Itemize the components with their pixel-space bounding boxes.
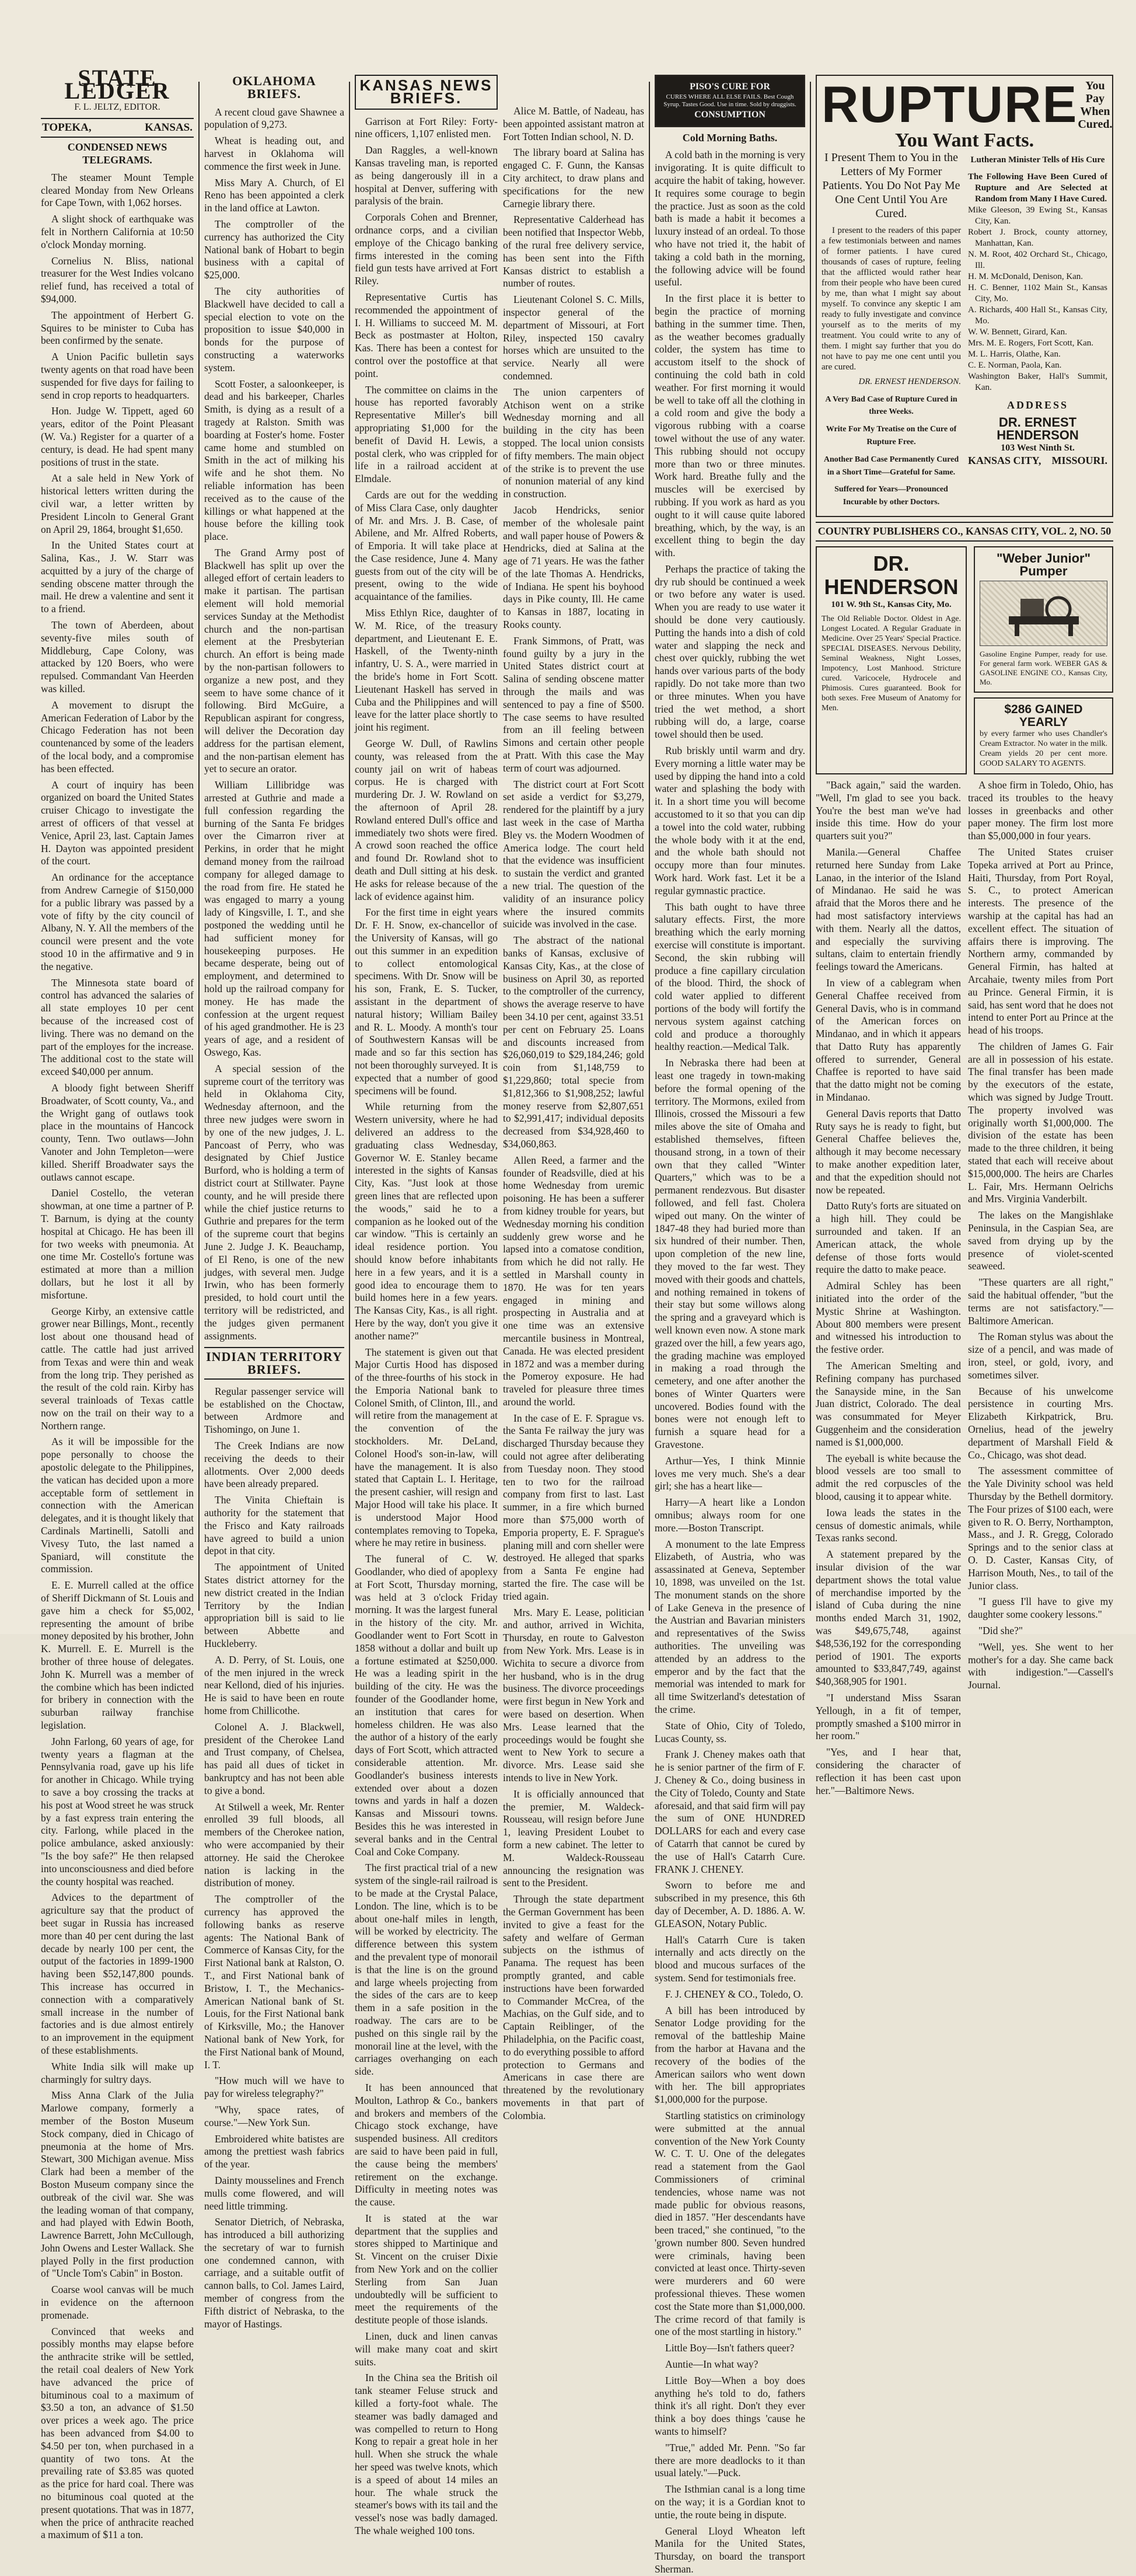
cream-ad-text: by every farmer who uses Chandler's Cream Extractor. No water in the milk. Cream yields 20 per cent more. GOOD SALARY TO AGENTS. (980, 729, 1107, 768)
cold-morning-baths-heading: Cold Morning Baths. (682, 131, 778, 144)
news-paragraph: The town of Aberdeen, about seventy-five miles south of Middleburg, Cape Colony, was attacked by 120 Boers, who were repulsed. Commandant Van Heerden was killed. (41, 619, 194, 695)
news-paragraph: "I guess I'll have to give my daughter some cookery lessons." (968, 1596, 1113, 1621)
pisos-ad-body: CURES WHERE ALL ELSE FAILS. Best Cough Syrup. Tastes Good. Use in time. Sold by druggists. (663, 93, 796, 108)
news-paragraph: Little Boy—When a boy does anything he's told to do, fathers think it's all right. Don't they ever think a boy does things 'cause he wants to himself? (655, 2374, 805, 2438)
rupture-ad-address-label: ADDRESS (1006, 399, 1069, 411)
column-1-text (41, 172, 194, 2542)
column-2 (204, 70, 344, 2330)
dateline (41, 118, 194, 138)
lower-left-stories (816, 779, 961, 1800)
list-item: H. C. Benner, 1102 Main St., Kansas City, Mo. (968, 282, 1107, 303)
lower-stories (816, 779, 1113, 1800)
news-paragraph: The American Smelting and Refining company has purchased the Sanayside mine, in the San Juan district, Colorado. The deal was consummated for Meyer Guggenheim and the consideration named is $1,000,000. (816, 1360, 961, 1448)
indian-territory-briefs-heading: INDIAN TERRITORY BRIEFS. (204, 1347, 344, 1380)
list-item: C. E. Norman, Paola, Kan. (968, 360, 1062, 370)
column-1 (41, 65, 194, 2541)
news-paragraph: Little Boy—Isn't fathers queer? (665, 2342, 795, 2354)
news-paragraph: The comptroller of the currency has approved the following banks as reserve agents: The National Bank of Commerce of Kansas City, for the First National bank at Ralston, O. T., and First National bank of Bristow, I. T., the Mechanics-American National bank of St. Louis, for the First National bank of Kirksville, Mo.; the Hanover National bank of New York, for the First National bank of Mound, I. T. (204, 1893, 344, 2071)
news-paragraph: Frank J. Cheney makes oath that he is senior partner of the firm of F. J. Cheney & Co., doing business in the City of Toledo, County and State aforesaid, and that said firm will pay the sum of ONE HUNDRED DOLLARS for each and every case of Catarrh that cannot be cured by the use of Hall's Catarrh Cure. FRANK J. CHENEY. (655, 1748, 805, 1875)
news-paragraph: "Back again," said the warden. "Well, I'm glad to see you back. You're the best man we've had inside this time. How do your quarters suit you?" (816, 779, 961, 842)
news-paragraph: It is officially announced that the premier, M. Waldeck-Rousseau, will resign before June 1, leaving President Loubet to form a new cabinet. The letter to M. Waldeck-Rousseau announcing the resignation was sent to the President. (503, 1788, 644, 1889)
news-paragraph: Rub briskly until warm and dry. Every morning a little water may be used by dipping the hand into a cold water and splashing the body with it. In a short time you will become accustomed to it so that you can dip a towel into the cold water, rubbing the whole body with it at the end, and the whole bath should not occupy more than four minutes. Work hard. Work fast. Let it be a regular gymnastic practice. (655, 745, 805, 896)
dr-henderson-address: 101 W. 9th St., Kansas City, Mo. (831, 599, 952, 609)
rupture-ad-body (822, 151, 1107, 514)
news-paragraph: George Kirby, an extensive cattle grower near Billings, Mont., recently lost about one thousand head of cattle. The cattle had just arrived from Texas and were thin and weak from the long trip. They perished as the result of the cold rain. Kirby has several trainloads of Texas cattle now on the trail on their way to a Northern range. (41, 1305, 194, 1432)
news-paragraph: "True," added Mr. Penn. "So far there are more deadlocks to it than usual lately."—Puck. (655, 2441, 805, 2479)
column-divider (198, 82, 200, 1611)
news-paragraph: A bill has been introduced by Senator Lodge providing for the removal of the battleship Maine from the harbor at Havana and the recovery of the bodies of the American sailors who went down with her. The bill appropriates $1,000,000 for the purpose. (655, 2004, 805, 2106)
list-item: Mike Gleeson, 39 Ewing St., Kansas City, Kan. (968, 205, 1107, 226)
news-paragraph: A monument to the late Empress Elizabeth, of Austria, who was assassinated at Geneva, September 10, 1898, was unveiled on the 1st. The monument stands on the shore of Lake Geneva in the presence of the Austrian and Bavarian ministers and representatives of the Swiss authorities. The unveiling was attended by an address to the emperor and by the fact that the memorial was intended to mark for all time Switzerland's detestation of the crime. (655, 1538, 805, 1716)
news-paragraph: Wheat is heading out, and harvest in Oklahoma will commence the first week in June. (204, 135, 344, 172)
news-paragraph: A cold bath in the morning is very invigorating. It is quite difficult to acquire the habit of taking, however. It requires some courage to begin the practice. Just as soon as the cold bath is made a habit it becomes a luxury instead of an ordeal. To those who have not tried it, the habit of taking a cold bath in the morning, the following advice will be found useful. (655, 149, 805, 288)
list-item: W. W. Bennett, Girard, Kan. (968, 327, 1067, 337)
news-paragraph: The appointment of United States district attorney for the new district created in the Indian Territory by the Indian appropriation bill is said to lie between Abbette and Huckleberry. (204, 1561, 344, 1650)
news-paragraph: The Roman stylus was about the size of a pencil, and was made of iron, steel, or gold, ivory, and sometimes silver. (968, 1331, 1113, 1381)
news-paragraph: The steamer Mount Temple cleared Monday from New Orleans for Cape Town, with 1,062 horses. (41, 171, 194, 209)
news-paragraph: Convinced that weeks and possibly months may elapse before the anthracite strike will be settled, the retail coal dealers of New York have advanced the price of bituminous coal to a maximum of $3.50 a ton, an advance of $1.50 over prices a week ago. The price has been advanced from $4.00 to $4.50 per ton, when purchased in a quantity of two tons. At the prevailing rate of $3.85 was quoted as the price for hard coal. There was no bituminous coal quoted at the present quotations. That was in 1877, when the price of anthracite reached a maximum of $11 a ton. (41, 2325, 194, 2541)
news-paragraph: In the China sea the British oil tank steamer Feluse struck and killed a forty-foot whale. The steamer was badly damaged and was compelled to return to Hong Kong to repair a great hole in her hull. When she struck the whale her speed was twelve knots, which is a speed of about 14 miles an hour. The whale struck the steamer's bows with its tail and the vessel's nose was badly damaged. The whale weighed 100 tons. (355, 2372, 498, 2537)
news-paragraph: For the first time in eight years Dr. F. H. Snow, ex-chancellor of the University of Kansas, will go out this summer in an expedition to collect entomological specimens. With Dr. Snow will be his son, Frank, E. S. Tucker, assistant in the department of natural history; William Bailey and R. L. Moody. A month's tour of Southwestern Kansas will be made and so far this section has not been thoroughly surveyed. It is expected that a number of good specimens will be found. (355, 906, 498, 1097)
news-paragraph: In view of a cablegram when General Chaffee received from General Davis, who is in command of the American forces on Mindanao, and in which it appears that Datto Ruty has apparently offered to surrender, General Chaffee is reported to have said that the datto might not be coming in Mindanao. (816, 976, 961, 1104)
news-paragraph: While returning from the Western university, where he had delivered an address to the graduating class Wednesday, Governor W. E. Stanley became interested in the sights of Kansas City, Kas. "Just look at those green lines that are reflected upon the woods," said he to a companion as he looked out of the car window. "This is certainly an ideal residence portion. You should know before inhabitants here in a few years, and it is a good idea to encourage them to build homes here in a few years. The Kansas City, Kas., is all right. Here by the way, don't you give it another name?" (355, 1101, 498, 1342)
news-paragraph: A recent cloud gave Shawnee a population of 9,273. (204, 106, 344, 131)
rupture-ad-street: 103 West Ninth St. (1001, 442, 1075, 453)
column-divider (349, 82, 350, 1611)
dr-henderson-ad (816, 546, 967, 774)
news-paragraph: The abstract of the national banks of Kansas, exclusive of Kansas City, Kas., at the close of business on April 30, as reported to the comptroller of the currency, shows the average reserve to have been 34.10 per cent, against 33.51 per cent on February 25. Loans and discounts increased from $26,060,019 to $29,184,246; gold coin from $1,148,759 to $1,229,860; total specie from $1,812,366 to $1,908,252; lawful money reserve from $2,807,651 to $2,991,417; individual deposits decreased from $34,928,460 to $34,060,863. (503, 934, 644, 1150)
column-4 (503, 105, 644, 2121)
news-paragraph: Regular passenger service will be established on the Choctaw, between Ardmore and Tishomingo, on June 1. (204, 1385, 344, 1436)
news-paragraph: The Creek Indians are now receiving the deeds to their allotments. Over 2,000 deeds have been already prepared. (204, 1440, 344, 1490)
news-paragraph: A Union Pacific bulletin says twenty agents on that road have been suspended for five days for failing to send in crop reports to headquarters. (41, 351, 194, 401)
pumper-ad (974, 546, 1113, 693)
list-item: Mrs. M. E. Rogers, Fort Scott, Kan. (968, 338, 1093, 348)
news-paragraph: Admiral Schley has been initiated into the order of the Mystic Shrine at Washington. About 800 members were present and witnessed his introduction to the festive order. (816, 1280, 961, 1356)
column-divider (649, 82, 650, 1611)
rupture-ad-city-line (968, 455, 1107, 467)
list-item: H. M. McDonald, Denison, Kan. (968, 271, 1083, 281)
dateline-city: TOPEKA, (42, 121, 92, 134)
news-paragraph: "Yes, and I hear that, considering the character of reflection it has been cast upon her."—Baltimore News. (816, 1746, 961, 1796)
news-paragraph: Frank Simmons, of Pratt, was found guilty by a jury in the United States district court at Salina of sending obscene matter through the mails and was sentenced to pay a fine of $500. The case seems to have resulted from an ill feeling between Simons and certain other people at Pratt. With this case the May term of court was adjourned. (503, 634, 644, 774)
news-paragraph: Through the state department the German Government has been invited to give a feast for the safety and welfare of German subjects on the isthmus of Panama. The request has been promptly granted, and cable instructions have been forwarded to Commander McCrea, of the Machias, on the Gulf side, and to Captain Reiblinger, of the Philadelphia, on the Pacific coast, to do everything possible to afford protection to Germans and Americans in case there are threatened by the revolutionary movements in that part of Colombia. (503, 1893, 644, 2121)
news-paragraph: The Minnesota state board of control has advanced the salaries of all state employes 10 per cent because of the increased cost of living. There was no demand on the part of the employes for the increase. The additional cost to the state will exceed $40,000 per annum. (41, 976, 194, 1078)
news-paragraph: "Well, yes. She went to her mother's for a day. She came back with indigestion."—Cassell's Journal. (968, 1640, 1113, 1691)
news-paragraph: The committee on claims in the house has reported favorably Representative Miller's bill appropriating $1,000 for the benefit of David H. Lewis, a postal clerk, who was crippled for life in a railroad accident at Elmdale. (355, 383, 498, 485)
news-paragraph: Lieutenant Colonel S. C. Mills, inspector general of the department of Missouri, at Fort Riley, inspected 150 cavalry horses which are unsuited to the service. Nearly all were condemned. (503, 294, 644, 382)
pumper-ad-text: Gasoline Engine Pumper, ready for use. For general farm work. WEBER GAS & GASOLINE ENGINE CO., Kansas City, Mo. (980, 650, 1107, 687)
news-paragraph: The comptroller of the currency has authorized the City National bank of Hobart to begin business with a capital of $25,000. (204, 218, 344, 281)
news-paragraph: The district court at Fort Scott set aside a verdict for $3,279, rendered for the plaintiff by a jury last week in the case of Martha Bley vs. the Modern Woodmen of America lodge. The court held that the evidence was insufficient to sustain the verdict and granted a new trial. The question of the validity of an insurance policy where the insured commits suicide was involved in the case. (503, 778, 644, 930)
news-paragraph: George W. Dull, of Rawlins county, was released from the county jail on writ of habeas corpus. He is charged with murdering Dr. J. W. Rowland on the afternoon of April 28. Rowland entered Dull's office and immediately two shots were fired. A crowd soon reached the office and found Dr. Rowland shot to death and Dull sitting at his desk. He asks for release because of the lack of evidence against him. (355, 738, 498, 902)
news-paragraph: The Isthmian canal is a long time on the way; it is a Gordian knot to untie, the route being in dispute. (655, 2483, 805, 2521)
rupture-ad-cured-list (968, 172, 1107, 393)
news-paragraph: State of Ohio, City of Toledo, Lucas County, ss. (655, 1719, 805, 1744)
news-paragraph: Allen Reed, a farmer and the founder of Readsville, died at his home Wednesday from uremic poisoning. He has been a sufferer from kidney trouble for years, but Wednesday morning his condition suddenly grew worse and he lapsed into a comatose condition, from which he did not rally. He settled in Marshall county in 1870. He was for ten years engaged in mining and prospecting in Australia and at one time was an extensive mercantile business in Montreal, Canada. He was elected president in 1872 and was a member during the Pomeroy exposure. He had traveled for pleasure three times around the world. (503, 1154, 644, 1408)
news-paragraph: The Grand Army post of Blackwell has split up over the alleged effort of certain leaders to make it partisan. The partisan element will hold memorial services Sunday at the Methodist church and the non-partisan element at the Presbyterian church. An effort is being made by the non-partisan followers to organize a new post, and they seem to have some chance of it following. Bird McGuire, a Republican aspirant for congress, will deliver the Decoration day address for the partisan element, and the non-partisan element has yet to secure an orator. (204, 546, 344, 775)
list-item: A. Richards, 400 Hall St., Kansas City, Mo. (968, 305, 1107, 326)
pumper-engine-illustration (980, 581, 1107, 646)
rupture-ad-signature: DR. ERNEST HENDERSON. (858, 376, 961, 386)
masthead (41, 65, 194, 138)
news-paragraph: A bloody fight between Sheriff Broadwater, of Scott county, Va., and the Wright gang of outlaws took place in the mountains of Hancock county, Tenn. Two outlaws—John Vanoter and John Templeton—were killed. Sheriff Broadwater says the outlaws cannot escape. (41, 1081, 194, 1183)
news-paragraph: The library board at Salina has engaged C. F. Gunn, the Kansas City architect, to draw plans and specifications for the new Carnegie library there. (503, 146, 644, 210)
news-paragraph: Iowa leads the states in the census of domestic animals, while Texas ranks second. (816, 1506, 961, 1544)
news-paragraph: John Farlong, 60 years of age, for twenty years a flagman at the Pennsylvania road, gave up his life for another in Chicago. While trying to save a boy crossing the tracks at his post at Wood street he was struck by a fast express train entering the city. Farlong, while placed in the police ambulance, asked anxiously: "Is the boy safe?" He then relapsed into unconsciousness and died before the county hospital was reached. (41, 1735, 194, 1887)
news-paragraph: In the case of E. F. Sprague vs. the Santa Fe railway the jury was discharged Thursday because they could not agree after deliberating from Tuesday noon. They stood ten to two for the railroad company from first to last. Last summer, in a fire which burned more than $75,000 worth of Emporia property, E. F. Sprague's planing mill and corn sheller were destroyed. He alleged that sparks from a Santa Fe engine had started the fire. The case will be tried again. (503, 1412, 644, 1602)
news-paragraph: Senator Dietrich, of Nebraska, has introduced a bill authorizing the secretary of war to furnish one condemned cannon, with carriage, and a suitable outfit of cannon balls, to Col. James Laird, member of congress from the Fifth district of Nebraska, to the mayor of Hastings. (204, 2216, 344, 2330)
column-3 (355, 70, 498, 2537)
news-paragraph: Linen, duck and linen canvas will make many coat and skirt suits. (355, 2330, 498, 2368)
news-paragraph: In the United States court at Salina, Kas., J. W. Starr was acquitted by a jury of the charge of sending obscene matter through the mail. He drew a valentine and sent it to a friend. (41, 539, 194, 615)
news-paragraph: Representative Calderhead has been notified that Inspector Webb, of the rural free delivery service, has been sent into the Fifth Kansas district to establish a number of routes. (503, 214, 644, 289)
news-paragraph: The statement is given out that Major Curtis Hood has disposed of the three-fourths of his stock in the Emporia National bank to Colonel Smith, of Clinton, Ill., and will retire from the management at the convention of the stockholders. Mr. DeLand, Colonel Hood's son-in-law, will have the management. It is also stated that Captain L. I. Heritage, the present cashier, will resign and Major Hood will take his place. It is understood Major Hood contemplates removing to Topeka, where he may retire in business. (355, 1346, 498, 1549)
list-item: M. L. Harris, Olathe, Kan. (968, 349, 1061, 359)
news-paragraph: Coarse wool canvas will be much in evidence on the afternoon promenade. (41, 2284, 194, 2321)
news-paragraph: Startling statistics on criminology were submitted at the annual convention of the New York County W. C. T. U. One of the delegates read a statement from the Gaol Commissioners of criminal tendencies, whose name was not made public for obvious reasons, died in 1857. "Her descendants have been traced," she continued, "to the 'grown number 800. Seven hundred were criminals, having been convicted at least once. Thirty-seven were murderers and 60 were professional thieves. These women cost the State more than $1,000,000. The crime record of that family is one of the most startling in history." (655, 2109, 805, 2338)
news-paragraph: "Did she?" (978, 1624, 1023, 1636)
pumper-ad-title: "Weber Junior" Pumper (996, 550, 1091, 578)
column-divider (810, 82, 811, 1611)
news-paragraph: Sworn to before me and subscribed in my presence, this 6th day of December, A. D. 1886. A. W. GLEASON, Notary Public. (655, 1879, 805, 1929)
news-paragraph: "These quarters are all right," said the habitual offender, "but the terms are not satisfactory."—Baltimore American. (968, 1276, 1113, 1327)
news-paragraph: A movement to disrupt the American Federation of Labor by the Chicago Federation has not been countenanced by some of the leaders of the local body, and a compromise has been effected. (41, 699, 194, 774)
dr-henderson-title: DR. HENDERSON (824, 551, 959, 599)
news-paragraph: F. J. CHENEY & CO., Toledo, O. (665, 1988, 803, 2000)
news-paragraph: Scott Foster, a saloonkeeper, is dead and his barkeeper, Charles Smith, is dying as a result of a tragedy at Ralston. Smith was boarding at Foster's home. Foster came home and stumbled on Smith in the act of milking his wife and he shot them. No reliable information has been received as to the cause of the killings or what happened at the house before the killing took place. (204, 378, 344, 543)
list-item: N. M. Root, 402 Orchard St., Chicago, Ill. (968, 249, 1107, 270)
news-paragraph: William Lillibridge was arrested at Guthrie and made a full confession regarding the burning of the Santa Fe bridges over the Cimarron river at Perkins, in order that he might demand money from the railroad company for alleged damage to the road from fire. He stated he was engaged to marry a young lady of Kingsville, I. T., and she postponed the wedding until he had sufficient money for housekeeping purposes. He became desperate, being out of employment, and determined to hold up the railroad company for money. He has made the confession at the urgent request of his aged grandmother. He is 23 years of age, and a resident of Oswego, Kas. (204, 779, 344, 1058)
news-paragraph: In Nebraska there had been at least one tragedy in town-making before the formal opening of the territory. The Mormons, exiled from Illinois, crossed the Missouri a few miles above the site of Omaha and established themselves, fifteen thousand strong, in a town of their own that they called "Winter Quarters," which was to be a permanent rendezvous. But disaster followed, and fell fast. Cholera wiped out many. On the winter of 1847-48 they had buried more than six hundred of their number. Then, upon completion of the new line, they moved to the far west. They moved with their goods and chattels, and nothing remained in tokens of their stay but some willows along the spring and a graveyard which is well known even now. A stone mark grazed over the hill, a few years ago, the grading machine was employed in making a road through the cemetery, and one after another the bones of Winter Quarters were uncovered. Bodies found with the bones were not enough left to furnish a square head for a Gravestone. (655, 1057, 806, 1451)
news-paragraph: Arthur—Yes, I think Minnie loves me very much. She's a dear girl; she has a heart like— (655, 1454, 805, 1492)
news-paragraph: Corporals Cohen and Brenner, ordnance corps, and a civilian employe of the Chicago banking firms interested in the coming field gun tests have arrived at Fort Riley. (355, 211, 498, 287)
news-paragraph: The city authorities of Blackwell have decided to call a special election to vote on the proposition to issue $40,000 in bonds for the purpose of constructing a waterworks system. (204, 285, 344, 374)
dateline-state: KANSAS. (145, 121, 193, 134)
news-paragraph: "Why, space rates, of course."—New York Sun. (204, 2103, 344, 2128)
news-paragraph: The first practical trial of a new system of the single-rail railroad is to be made at the Crystal Palace, London. The line, which is to be about one-half miles in length, will be worked by electricity. The difference between this system and the prevalent type of monorail is that the line is on the ground and large wheels projecting from the sides of the cars are to keep them in a safe position in the roadway. The cars are to be pushed on this single rail by the monorail line at the level, with the carriages overhanging on each side. (355, 1862, 498, 2078)
news-paragraph: Miss Anna Clark of the Julia Marlowe company, formerly a member of the Boston Museum Stock company, died in Chicago of pneumonia at the home of Mrs. Stewart, 300 Michigan avenue. Miss Clark had been a member of the Boston Museum company since the outbreak of the civil war. She was the leading woman of that company, and had played with Edwin Booth, Lawrence Barrett, John McCullough, John Owens and Lester Wallack. She played Polly in the first production of "Uncle Tom's Cabin" in Boston. (41, 2089, 194, 2280)
news-paragraph: At a sale held in New York of historical letters written during the civil war, a letter written by President Lincoln to General Grant on April 29, 1864, brought $1,650. (41, 472, 194, 535)
news-paragraph: Dan Raggles, a well-known Kansas traveling man, is reported as being dangerously ill in a hospital at Denver, suffering with paralysis of the brain. (355, 144, 498, 207)
news-paragraph: A shoe firm in Toledo, Ohio, has traced its troubles to the heavy losses in greenbacks and other paper money. The firm lost more than $5,000,000 in four years. (968, 779, 1113, 842)
news-paragraph: Dainty mousselines and French mulls come flowered, and will need little trimming. (204, 2174, 344, 2212)
news-paragraph: It has been announced that Moulton, Lathrop & Co., bankers and brokers and members of the Chicago stock exchange, have suspended business. All creditors are said to have been paid in full, the cause being the members' retirement on the exchange. Difficulty in meeting notes was the cause. (355, 2081, 498, 2208)
news-paragraph: Manila.—General Chaffee returned here Sunday from Lake Lanao, in the interior of the Island of Mindanao. He said he was afraid that the Moros there and he had most satisfactory interviews with them. Nearly all the dattos, and especially the surviving sultans, claim to entertain friendly feelings toward the Americans. (816, 846, 961, 973)
news-paragraph: The United States cruiser Topeka arrived at Port au Prince, Haiti, Thursday, from Port Royal, S. C., to protect American interests. The presence of the warship at the capital has had an excellent effect. The situation of affairs there is improving. The Northern army, commanded by General Firmin, has halted at Arcahaie, twenty miles from Port au Prince. General Firmin, it is said, has sent word that he does not intend to enter Port au Prince at the head of his troops. (968, 846, 1113, 1036)
right-ads (974, 546, 1113, 774)
news-paragraph: Jacob Hendricks, senior member of the wholesale paint and wall paper house of Powers & Hendricks, died at Salina at the age of 71 years. He was the father of the late Thomas A. Hendricks, of Indiana. He spent his boyhood days in Pike county, Ill. He came to Kansas in 1887, locating in Rooks county. (503, 504, 644, 631)
lower-ads (816, 546, 1113, 774)
news-paragraph: Hon. Judge W. Tippett, aged 60 years, editor of the Point Pleasant (W. Va.) Register for a quarter of a century, is dead. He had spent many positions of trust in the state. (41, 405, 194, 468)
rupture-ad-doctor-name: DR. ERNEST HENDERSON (997, 415, 1079, 443)
rupture-ad-text: I present to the readers of this paper a few testimonials between and names of former patients. I have cured thousands of cases of rupture, feeling that the afflicted would rather hear from their people who have been cured by me, than what I might say about myself. To convince any skeptic I am ready to fully investigate and convince yourself as to the merits of my treatment. You could write to any of them. I might say further that you do not have to pay me one cent until you are cured. (822, 225, 961, 372)
rupture-ad-left (822, 151, 961, 514)
news-paragraph: Mrs. Mary E. Lease, politician and author, arrived in Wichita, Thursday, en route to Galveston from New York. Mrs. Lease is in Wichita to secure a divorce from her husband, who is in the drug business. The divorce proceedings were first begun in New York and were based on desertion. When Mrs. Lease learned that the proceedings would be fought she went to New York to secure a divorce. Mrs. Lease said she intends to live in New York. (503, 1606, 644, 1783)
news-paragraph: A statement prepared by the insular division of the war department shows the total value of merchandise imported by the island of Cuba during the nine months ended March 31, 1902, was $49,675,748, against $48,536,192 for the corresponding period of 1901. The exports amounted to $33,847,749, against $40,368,905 for 1901. (816, 1548, 961, 1688)
oklahoma-briefs-heading: OKLAHOMA BRIEFS. (232, 74, 316, 101)
pisos-ad-title: PISO'S CURE FOR (690, 82, 770, 92)
rupture-ad-right (968, 151, 1107, 514)
news-paragraph: Cards are out for the wedding of Miss Clara Case, only daughter of Mr. and Mrs. J. B. Case, of Abilene, and Mr. Alfred Roberts, of Emporia. It will take place at the Case residence, June 4. Many guests from out of the city will be present, owing to the wide acquaintance of the families. (355, 488, 498, 603)
news-paragraph: Harry—A heart like a London omnibus; always room for one more.—Boston Transcript. (655, 1496, 805, 1534)
news-paragraph: A slight shock of earthquake was felt in Northern California at 10:50 o'clock Monday morning. (41, 213, 194, 250)
news-paragraph: An ordinance for the acceptance from Andrew Carnegie of $150,000 for a public library was passed by a vote of fifty by the city council of Albany, N. Y. All the members of the council were present and the vote stood 10 in the affirmative and 9 in the negative. (41, 871, 194, 972)
rupture-ad-minister-heading: Lutheran Minister Tells of His Cure (970, 155, 1105, 165)
rupture-ad-state: MISSOURI. (1051, 454, 1107, 466)
news-paragraph: General Lloyd Wheaton left Manila for the United States, Thursday, on board the transport Sherman. (655, 2525, 805, 2575)
news-paragraph: Representative Curtis has recommended the appointment of I. H. Williams to succeed M. M. Beck as postmaster at Holton, Kas. There has been a contest for control over the postoffice at that point. (355, 291, 498, 379)
rupture-ad-treatise-heading: Write For My Treatise on the Cure of Rupture Free. (826, 425, 957, 446)
news-paragraph: The union carpenters of Atchison went on a strike Wednesday morning and all building in the city has been stopped. The local union consists of fifty members. The main object of the strike is to prevent the use of nonunion material of any kind in construction. (503, 386, 644, 500)
rupture-ad-title: RUPTURE (822, 75, 1078, 133)
newspaper-title: STATE LEDGER (64, 65, 170, 104)
editor-line: F. L. JELTZ, EDITOR. (74, 102, 160, 112)
dr-henderson-text: The Old Reliable Doctor. Oldest in Age. Longest Located. A Regular Graduate in Medicine. Over 25 Years' Special Practice. SPECIAL DISEASES. Nervous Debility, Seminal Weakness, Night Losses, Impotency, Lost Manhood. Stricture cured. Varicocele, Hydrocele and Phimosis. Cures guaranteed. Book for both sexes. Free Museum of Anatomy for Men. (822, 614, 961, 713)
news-paragraph: The Vinita Chieftain is authority for the statement that the Frisco and Katy railroads have agreed to build a union depot in that city. (204, 1494, 344, 1557)
news-paragraph: Auntie—In what way? (665, 2358, 759, 2371)
rupture-ad (816, 75, 1113, 517)
cream-ad-title: $286 GAINED YEARLY (1004, 703, 1083, 729)
news-paragraph: As it will be impossible for the pope personally to choose the apostolic delegate to the Philippines, the vatican has decided upon a more acceptable form of settlement in connection with the American delegates, and it is thought likely that Cardinals Martinelli, Satolli and Vivesy Tuto, the last named a Spaniard, will constitute the commission. (41, 1436, 194, 1575)
pisos-ad-foot: CONSUMPTION (694, 109, 766, 120)
list-item: The Following Have Been Cured of Rupture and Are Selected at Random from Many I Have Cured. (968, 172, 1107, 204)
rupture-ad-subtitle: You Want Facts. (894, 130, 1034, 151)
news-paragraph: This bath ought to have three salutary effects. First, the more breathing which the early morning exercise will constitute is important. Second, the skin rubbing will produce a fine capillary circulation of the blood. Third, the shock of cold water applied to different portions of the body will fortify the nervous system against catching cold and produce a thoroughly healthy reaction.—Medical Talk. (655, 900, 805, 1053)
news-paragraph: The funeral of C. W. Goodlander, who died of apoplexy at Fort Scott, Thursday morning, was held at 3 o'clock Friday morning. It was the largest funeral in the history of the city. Mr. Goodlander went to Fort Scott in 1858 without a dollar and built up a fortune estimated at $250,000. He was a leading spirit in the building of the city. He was the founder of the Goodlander home, an institution that cares for homeless children. He was also the author of a history of the early days of Fort Scott, which attracted considerable attention. Mr. Goodlander's business interests extended over about a dozen towns and yards in half a dozen Kansas and Missouri towns. Besides this he was interested in several banks and in the Central Coal and Coke Company. (355, 1553, 498, 1858)
news-paragraph: White India silk will make up charmingly for sultry days. (41, 2060, 194, 2085)
rupture-ad-case-heading-3: Suffered for Years—Pronounced Incurable by other Doctors. (834, 485, 948, 507)
news-paragraph: At Stilwell a week, Mr. Renter enrolled 39 full bloods, all members of the Cherokee nation, who were accompanied by their attorney. He said the Cherokee nation is lacking in the distribution of money. (204, 1800, 344, 1889)
column-6 (816, 70, 1113, 1796)
news-paragraph: The appointment of Herbert G. Squires to be minister to Cuba has been confirmed by the senate. (41, 309, 194, 347)
news-paragraph: Colonel A. J. Blackwell, president of the Cherokee Land and Trust company, of Chelsea, has paid all dues of ticket in bankruptcy and has not been able to give a bond. (204, 1720, 344, 1796)
rupture-ad-case-heading: A Very Bad Case of Rupture Cured in three Weeks. (825, 395, 957, 417)
news-paragraph: Perhaps the practice of taking the dry rub should be continued a week or two before any water is used. When you are ready to use water it should be done very cautiously. Putting the hands into a dish of cold water and slapping the neck and chest over quickly, rubbing the wet hands over various parts of the body rapidly. Do not take more than two or three minutes. When you have tried the wet method, a short rubbing will do, a large, coarse towel should then be used. (655, 563, 805, 741)
news-paragraph: Hall's Catarrh Cure is taken internally and acts directly on the blood and mucous surfaces of the system. Send for testimonials free. (655, 1933, 805, 1984)
publisher-line: COUNTRY PUBLISHERS CO., KANSAS CITY, VOL. 2, NO. 50 (816, 522, 1113, 542)
lower-right-stories (968, 779, 1113, 1800)
rupture-ad-city: KANSAS CITY, (968, 454, 1041, 466)
news-paragraph: Advices to the department of agriculture say that the product of beet sugar in Russia has increased more than 40 per cent during the last decade by nearly 100 per cent, the output of the factories in 1899-1900 having been $52,147,800 pounds. This increase has occurred in connection with a comparatively small increase in the number of factories and is due almost entirely to an improvement in the equipment of these establishments. (41, 1891, 194, 2056)
news-paragraph: "How much will we have to pay for wireless telegraphy?" (204, 2075, 344, 2100)
news-paragraph: In the first place it is better to begin the practice of morning bathing in the summer time. Then, as the weather becomes gradually colder, the system has time to accustom itself to the shock of continuing the cold bath in cold weather. For first morning it would be well to take off all the clothing in a cold room and give the body a vigorous rubbing with a coarse towel without the use of any water. This rubbing should not occupy more than two or three minutes. Work hard. Breathe fully and the muscles will be exercised by rubbing. If you work as hard as you ought to it will cause quite labored breathing, which, by the way, is an excellent thing to begin the day with. (655, 292, 805, 559)
news-paragraph: A court of inquiry has been organized on board the United States cruiser Chicago to investigate the arrest of officers of that vessel at Venice, April 23, last. Captain James H. Dayton was appointed president of the court. (41, 779, 194, 867)
list-item: Washington Baker, Hall's Summit, Kan. (968, 371, 1107, 392)
column-5 (655, 70, 806, 2575)
engine-icon (1003, 587, 1085, 640)
news-paragraph: Embroidered white batistes are among the prettiest wash fabrics of the year. (204, 2132, 344, 2170)
news-paragraph: Miss Mary A. Church, of El Reno has been appointed a clerk in the land office at Lawton. (204, 176, 344, 214)
cream-extractor-ad (974, 697, 1113, 774)
news-paragraph: The assessment committee of the Yale Divinity school was held Thursday by the Bethell dormitory. The Four prizes of $100 each, were given to R. O. Berry, Northampton, Mass., and J. R. Gregg, Colorado Springs and to the senior class at O. D. Caster, Kansas City, of Harrison Mouth, Nes., to tail of the Junior class. (968, 1465, 1113, 1591)
list-item: Robert J. Brock, county attorney, Manhattan, Kan. (968, 227, 1107, 248)
pisos-cure-ad (655, 75, 805, 127)
news-paragraph: E. E. Murrell called at the office of Sheriff Dickmann of St. Louis and gave him a check for $5,002, representing the amount of bribe money deposited by his brother, John K. Murrell. E. E. Murrell is the brother of three house of delegates. John K. Murrell was a member of the combine which has been indicted for bribery in connection with the suburban railway franchise legislation. (41, 1579, 194, 1732)
kansas-news-briefs-heading: KANSAS NEWS BRIEFS. (355, 75, 498, 110)
news-paragraph: A special session of the supreme court of the territory was held in Oklahoma City, Wednesday afternoon, and the three new judges were sworn in by one of the new judges, J. L. Pancoast of Perry, who was designated by Chief Justice Burford, who is holding a term of district court at Stillwater. Payne county, and he will preside there while the chief justice returns to Guthrie and prepares for the term of the supreme court that begins June 2. Judge J. K. Beauchamp, of El Reno, is one of the new judges, with several men. Judge Irwin, who has been formerly presided, to hold court until the territory will be redistricted, and the judges given permanent assignments. (204, 1062, 344, 1342)
news-paragraph: Miss Ethlyn Rice, daughter of W. M. Rice, of the treasury department, and Lieutenant E. E. Haskell, of the Twenty-ninth infantry, U. S. A., were married in the bride's home in Fort Scott. Lieutenant Haskell has served in Cuba and the Philippines and will leave for the latter place shortly to joint his regiment. (355, 607, 498, 734)
news-paragraph: The lakes on the Mangishlake Peninsula, in the Caspian Sea, are saved from drying up by the presence of violet-scented seaweed. (968, 1209, 1113, 1272)
news-paragraph: A. D. Perry, of St. Louis, one of the men injured in the wreck near Kellond, died of his injuries. He is said to have been en route home from Chillicothe. (204, 1653, 344, 1717)
news-paragraph: Daniel Costello, the veteran showman, at one time a partner of P. T. Barnum, is dying at the county hospital at Chicago. He has been ill for two weeks with pneumonia. At one time Mr. Costello's fortune was estimated at more than a million dollars, but he lost it all by misfortune. (41, 1187, 194, 1301)
news-paragraph: "I understand Miss Ssaran Yellough, in a fit of temper, promptly smashed a $100 mirror in her room." (816, 1691, 961, 1742)
news-paragraph: The eyeball is white because the blood vessels are too small to admit the red corpuscles of the blood, causing it to appear white. (816, 1452, 961, 1502)
section-heading: CONDENSED NEWS TELEGRAMS. (67, 141, 167, 166)
news-paragraph: Alice M. Battle, of Nadeau, has been appointed assistant matron at Fort Totten Indian school, N. D. (503, 105, 644, 142)
news-paragraph: Cornelius N. Bliss, national treasurer for the West Indies volcano relief fund, has received a total of $94,000. (41, 254, 194, 305)
news-paragraph: The children of James G. Fair are all in possession of his estate. The final transfer has been made by the executors of the estate, which was signed by Judge Troutt. The property involved was originally worth $1,000,000. The division of the estate has been made to the three children, it being stated that each will receive about $15,000,000. The heirs are Charles L. Fair, Mrs. Hermann Oelrichs and Mrs. Virginia Vanderbilt. (968, 1040, 1113, 1205)
news-paragraph: Because of his unwelcome persistence in courting Mrs. Elizabeth Kirkpatrick, Bru. Ornelius, head of the jewelry department of Marshall Field & Co., Chicago, was shot dead. (968, 1385, 1113, 1461)
news-paragraph: Garrison at Fort Riley: Forty-nine officers, 1,107 enlisted men. (355, 115, 498, 140)
news-paragraph: Datto Ruty's forts are situated on a high hill. They could be surrounded and taken. If an American attack, the whole defense of those forts would require the datto to make peace. (816, 1200, 961, 1276)
rupture-ad-promise: I Present Them to You in the Letters of My Former Patients. You Do Not Pay Me One Cent Until You Are Cured. (822, 151, 960, 220)
news-paragraph: General Davis reports that Datto Ruty says he is ready to fight, but General Chaffee believes the, although it may become necessary to make another expedition later, and that the expedition should not now be repeated. (816, 1107, 961, 1196)
rupture-ad-tagline: You Pay When Cured. (1078, 79, 1113, 131)
news-paragraph: It is stated at the war department that the supplies and stores shipped to Martinique and St. Vincent on the cruiser Dixie from New York and on the collier Sterling from San Juan undoubtedly will be sufficient to meet the requirements of the destitute people of those islands. (355, 2212, 498, 2326)
rupture-ad-case-heading-2: Another Bad Case Permanently Cured in a Short Time—Grateful for Same. (823, 455, 959, 477)
